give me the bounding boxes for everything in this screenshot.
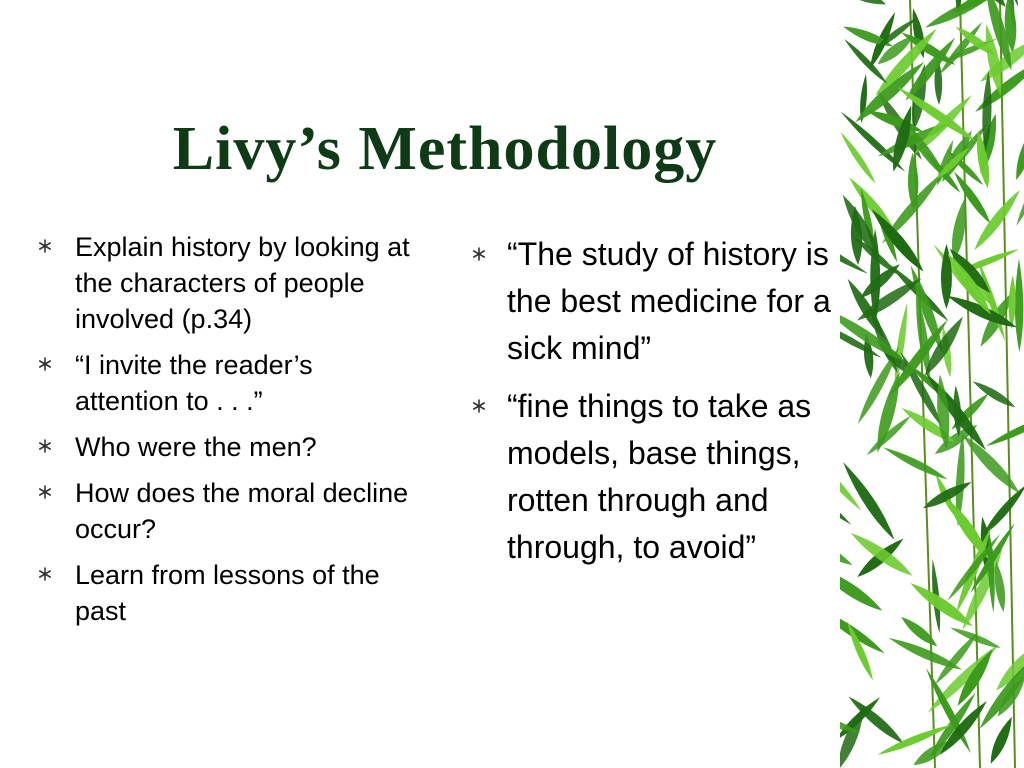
asterisk-bullet-icon bbox=[38, 567, 52, 581]
bamboo-leaf bbox=[986, 715, 1017, 766]
bamboo-leaf bbox=[1015, 258, 1024, 352]
list-item bbox=[38, 557, 418, 629]
bamboo-leaves-decoration bbox=[840, 0, 1024, 768]
bamboo-leaf bbox=[840, 603, 887, 657]
asterisk-bullet-icon bbox=[38, 485, 52, 499]
list-item bbox=[38, 229, 418, 337]
bamboo-leaf bbox=[1011, 123, 1024, 181]
list-item bbox=[38, 347, 418, 419]
bamboo-leaf bbox=[847, 528, 916, 580]
slide-title: Livy’s Methodology bbox=[172, 115, 718, 183]
bamboo-leaf bbox=[840, 678, 841, 716]
bamboo-leaf bbox=[949, 624, 1002, 651]
bullet-text: Learn from lessons of the past bbox=[75, 560, 380, 626]
bullet-text: “I invite the reader’s attention to . . .” bbox=[75, 350, 313, 416]
quote-text: “fine things to take as models, base things, rotten through and through, to avoid” bbox=[507, 388, 812, 565]
list-item bbox=[38, 429, 418, 465]
bullet-text: Who were the men? bbox=[75, 432, 317, 462]
asterisk-bullet-icon bbox=[472, 247, 486, 261]
bullet-text: How does the moral decline occur? bbox=[75, 478, 409, 544]
list-item bbox=[470, 231, 845, 372]
bamboo-leaf bbox=[921, 478, 974, 513]
bamboo-leaf bbox=[935, 144, 973, 181]
bamboo-leaf bbox=[984, 409, 1024, 449]
asterisk-bullet-icon bbox=[472, 399, 486, 413]
asterisk-bullet-icon bbox=[38, 439, 52, 453]
list-item bbox=[38, 475, 418, 547]
bullet-text: Explain history by looking at the characters of people involved (p.34) bbox=[75, 232, 410, 334]
list-item bbox=[470, 383, 845, 571]
asterisk-bullet-icon bbox=[38, 239, 52, 253]
bamboo-leaf bbox=[970, 187, 1024, 254]
bamboo-leaf bbox=[958, 430, 1024, 497]
asterisk-bullet-icon bbox=[38, 357, 52, 371]
bamboo-stem bbox=[1000, 0, 1015, 768]
quote-text: “The study of history is the best medicine for a sick mind” bbox=[507, 236, 831, 366]
left-bullet-list bbox=[38, 229, 418, 639]
bamboo-leaf bbox=[840, 0, 888, 10]
bamboo-leaf bbox=[840, 459, 899, 543]
right-bullet-list bbox=[470, 231, 845, 582]
